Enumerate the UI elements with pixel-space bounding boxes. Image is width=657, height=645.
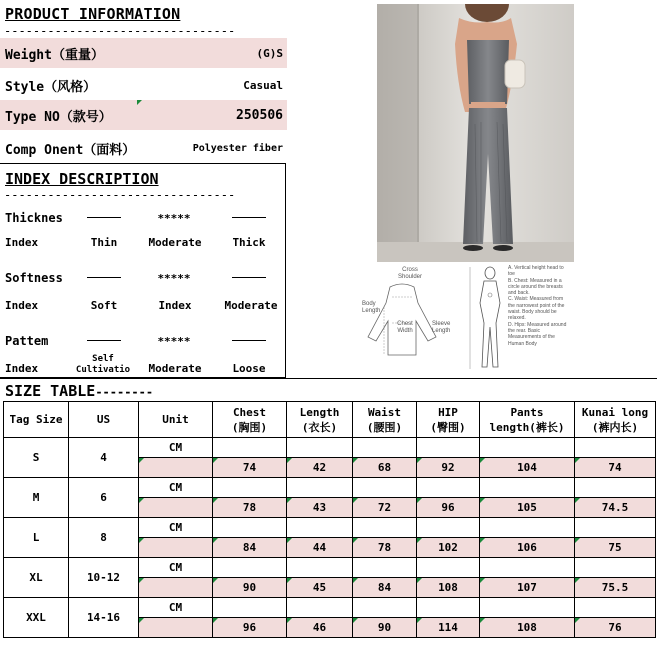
waist-value: 90	[377, 621, 392, 634]
empty-cell	[480, 478, 575, 498]
weight-label: Weight（重量）	[5, 47, 104, 63]
pattern-stars: *****	[157, 335, 191, 348]
empty-cell	[287, 598, 353, 618]
waist-value-cell	[353, 538, 417, 558]
pants-length-value: 105	[517, 501, 537, 514]
pattern-index-label: Index	[5, 362, 39, 375]
thickness-option-moderate: Moderate	[148, 236, 202, 249]
waist-value-cell	[353, 578, 417, 598]
empty-cell	[417, 478, 480, 498]
length-value-cell	[287, 498, 353, 518]
kunai-long-value: 75	[608, 541, 622, 554]
index-description-title: INDEX DESCRIPTION	[5, 170, 159, 188]
hip-value: 108	[438, 581, 458, 594]
pattern-option-loose: Loose	[232, 362, 266, 375]
thickness-option-thin: Thin	[90, 236, 118, 249]
style-label: Style（风格）	[5, 79, 97, 95]
empty-cell	[480, 598, 575, 618]
unit-cell: CM	[139, 598, 213, 618]
measurement-notes	[508, 265, 568, 347]
type-no-label: Type NO（款号）	[5, 109, 112, 125]
thickness-stars: *****	[157, 212, 191, 225]
waist-value: 68	[377, 461, 392, 474]
empty-cell	[287, 558, 353, 578]
pattern-option-self-cultivation: Self Cultivatio	[75, 354, 131, 375]
empty-cell	[575, 518, 656, 538]
weight-value: (G)S	[256, 46, 283, 60]
us-size-cell: 10-12	[69, 558, 139, 598]
empty-cell	[417, 438, 480, 458]
empty-cell	[480, 518, 575, 538]
empty-cell	[480, 558, 575, 578]
size-row	[4, 518, 656, 538]
empty-cell	[353, 478, 417, 498]
waist-value-cell	[353, 498, 417, 518]
pants-length-value: 108	[517, 621, 537, 634]
size-row	[4, 558, 656, 578]
pattern-option-moderate: Moderate	[148, 362, 202, 375]
kunai-long-value: 74.5	[601, 501, 629, 514]
size-table-title-dashes: --------	[95, 385, 154, 399]
unit-cell: CM	[139, 558, 213, 578]
body-figure-icon	[485, 267, 495, 279]
empty-cell	[575, 438, 656, 458]
unit-blank-cell	[139, 538, 213, 558]
chest-value: 74	[242, 461, 257, 474]
kunai-long-value-cell	[575, 538, 656, 558]
empty-cell	[575, 598, 656, 618]
product-photo	[377, 4, 574, 262]
header-us: US	[69, 402, 139, 438]
tag-size-cell: S	[4, 438, 69, 478]
length-value: 45	[312, 581, 327, 594]
hip-value-cell	[417, 618, 480, 638]
us-size-cell: 8	[69, 518, 139, 558]
sleeve-length-label: Sleeve Length	[432, 321, 451, 334]
size-row	[4, 438, 656, 458]
empty-cell	[575, 478, 656, 498]
body-length-label: Body Length	[362, 301, 381, 314]
empty-cell	[287, 518, 353, 538]
chest-value: 96	[242, 621, 257, 634]
product-information-title: PRODUCT INFORMATION	[5, 5, 181, 23]
tag-size-cell: M	[4, 478, 69, 518]
empty-cell	[287, 438, 353, 458]
empty-cell	[213, 518, 287, 538]
empty-cell	[287, 478, 353, 498]
us-size-cell: 4	[69, 438, 139, 478]
kunai-long-value-cell	[575, 498, 656, 518]
header-hip: HIP (臀围)	[417, 402, 480, 438]
softness-option-moderate: Moderate	[224, 299, 278, 312]
component-label: Comp Onent（面料）	[5, 142, 136, 158]
size-row	[4, 478, 656, 498]
tag-size-cell: L	[4, 518, 69, 558]
empty-cell	[213, 558, 287, 578]
model-photo-illustration	[377, 4, 574, 262]
tag-size-cell: XL	[4, 558, 69, 598]
weight-row	[0, 38, 287, 68]
index-description-panel	[0, 163, 286, 378]
index-divider: --------------------------------	[4, 188, 236, 202]
hip-value-cell	[417, 538, 480, 558]
kunai-long-value-cell	[575, 618, 656, 638]
empty-cell	[417, 558, 480, 578]
waist-value: 72	[377, 501, 392, 514]
empty-cell	[213, 478, 287, 498]
empty-cell	[353, 438, 417, 458]
length-value-cell	[287, 458, 353, 478]
hip-value: 114	[438, 621, 458, 634]
softness-option-index: Index	[158, 299, 192, 312]
measurement-diagram	[362, 263, 570, 377]
header-length: Length (衣长)	[287, 402, 353, 438]
length-value: 44	[312, 541, 327, 554]
note-a: A. Vertical height head to toe	[508, 265, 564, 278]
softness-label: Softness	[5, 271, 63, 285]
pants-length-value-cell	[480, 538, 575, 558]
thickness-index-label: Index	[5, 236, 39, 249]
waist-value-cell	[353, 618, 417, 638]
us-size-cell: 6	[69, 478, 139, 518]
softness-index-label: Index	[5, 299, 39, 312]
unit-cell: CM	[139, 518, 213, 538]
note-c: C. Waist: Measured from the narrowest point of the waist. Body should be relaxed.	[508, 296, 565, 322]
length-value: 43	[312, 501, 327, 514]
empty-cell	[213, 598, 287, 618]
kunai-long-value: 76	[608, 621, 622, 634]
chest-value: 84	[242, 541, 257, 554]
length-value: 42	[312, 461, 327, 474]
header-unit: Unit	[139, 402, 213, 438]
empty-cell	[353, 558, 417, 578]
header-kunai-long: Kunai long (裤内长)	[575, 402, 656, 438]
unit-cell: CM	[139, 438, 213, 458]
size-table	[3, 401, 656, 638]
hip-value: 92	[441, 461, 455, 474]
empty-cell	[575, 558, 656, 578]
softness-stars: *****	[157, 272, 191, 285]
chest-value-cell	[213, 458, 287, 478]
waist-value-cell	[353, 458, 417, 478]
pants-length-value-cell	[480, 618, 575, 638]
header-waist: Waist (腰围)	[353, 402, 417, 438]
hip-value-cell	[417, 458, 480, 478]
kunai-long-value: 74	[608, 461, 622, 474]
empty-cell	[353, 518, 417, 538]
pants-length-value-cell	[480, 578, 575, 598]
chest-value: 78	[242, 501, 257, 514]
pants-length-value: 104	[517, 461, 537, 474]
size-table-title	[5, 382, 153, 400]
pants-length-value: 106	[517, 541, 537, 554]
chest-value-cell	[213, 498, 287, 518]
header-tag-size: Tag Size	[4, 402, 69, 438]
title-divider: --------------------------------	[4, 24, 236, 38]
empty-cell	[417, 518, 480, 538]
length-value-cell	[287, 618, 353, 638]
note-d: D. Hips: Measured around the rear. Basic Measurements of the Human Body	[508, 321, 567, 347]
waist-value: 78	[377, 541, 392, 554]
pants-length-value-cell	[480, 458, 575, 478]
product-information-panel	[0, 0, 288, 163]
hip-value-cell	[417, 498, 480, 518]
garment-outline-icon	[368, 284, 436, 355]
unit-blank-cell	[139, 578, 213, 598]
cross-shoulder-label: Cross Shoulder	[397, 267, 423, 280]
unit-blank-cell	[139, 498, 213, 518]
size-row	[4, 598, 656, 618]
waist-value: 84	[377, 581, 392, 594]
component-row	[0, 133, 287, 163]
length-value: 46	[312, 621, 327, 634]
chest-value-cell	[213, 618, 287, 638]
chest-value-cell	[213, 538, 287, 558]
kunai-long-value: 75.5	[601, 581, 629, 594]
tag-size-cell: XXL	[4, 598, 69, 638]
length-value-cell	[287, 538, 353, 558]
thickness-label: Thicknes	[5, 211, 63, 225]
hip-value: 96	[441, 501, 455, 514]
kunai-long-value-cell	[575, 458, 656, 478]
empty-cell	[480, 438, 575, 458]
pants-length-value: 107	[517, 581, 537, 594]
component-value: Polyester fiber	[192, 142, 283, 154]
unit-cell: CM	[139, 478, 213, 498]
unit-blank-cell	[139, 618, 213, 638]
us-size-cell: 14-16	[69, 598, 139, 638]
pants-length-value-cell	[480, 498, 575, 518]
style-value: Casual	[243, 78, 283, 92]
empty-cell	[213, 438, 287, 458]
pattern-label: Pattem	[5, 334, 49, 348]
header-pants-length: Pants length(裤长)	[480, 402, 575, 438]
type-no-value: 250506	[236, 107, 283, 123]
empty-cell	[353, 598, 417, 618]
header-chest: Chest (胸围)	[213, 402, 287, 438]
thickness-option-thick: Thick	[232, 236, 266, 249]
kunai-long-value-cell	[575, 578, 656, 598]
length-value-cell	[287, 578, 353, 598]
chest-width-label: Chest Width	[397, 321, 413, 334]
hip-value-cell	[417, 578, 480, 598]
softness-option-soft: Soft	[90, 299, 118, 312]
style-row	[0, 70, 287, 100]
size-table-title-text: SIZE TABLE	[5, 382, 96, 400]
size-table-header-row	[4, 402, 656, 438]
chest-value-cell	[213, 578, 287, 598]
hip-value: 102	[438, 541, 458, 554]
unit-blank-cell	[139, 458, 213, 478]
type-no-row	[0, 100, 287, 130]
empty-cell	[417, 598, 480, 618]
note-b: B. Chest: Measured in a circle around the breasts and back.	[508, 277, 563, 297]
chest-value: 90	[242, 581, 257, 594]
